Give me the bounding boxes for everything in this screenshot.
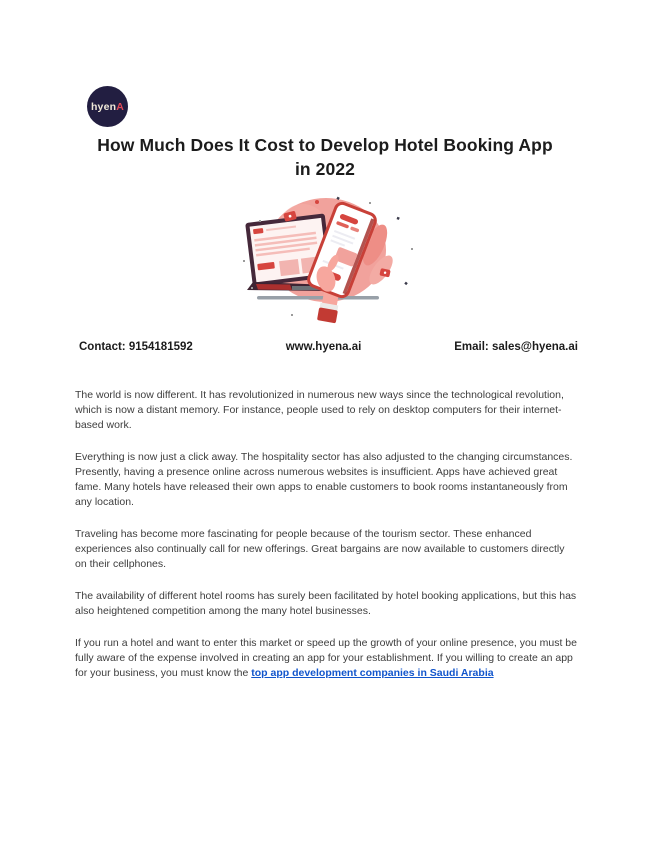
- paragraph-2: Everything is now just a click away. The hospitality sector has also adjusted to the changing circumstances. Presently, having a presence online across numerous websites is insufficient. Apps have achieved great fame. Many hotels have released their own apps to enable customers to book rooms instantaneously from any location.: [75, 451, 573, 508]
- desk-line: [257, 296, 379, 300]
- page-title-line2: in 2022: [294, 159, 356, 179]
- contact-bar: [79, 341, 578, 353]
- contact-email: Email: sales@hyena.ai: [454, 341, 578, 353]
- paragraph-3: Traveling has become more fascinating for people because of the tourism sector. These enhanced experiences also continually call for new offerings. Great bargains are now available to customers directly on their cellphones.: [75, 528, 565, 570]
- page-title: [60, 133, 590, 181]
- closing-text: If you run a hotel and want to enter this market or speed up the growth of your online presence, you must be fully aware of the expense involved in creating an app for your establishment. If you willing to create an app for your business, you must know the: [75, 637, 577, 679]
- contact-website: www.hyena.ai: [285, 341, 362, 353]
- logo-text: hyenA: [90, 100, 125, 113]
- hotel-booking-illustration: [229, 190, 421, 332]
- hyena-logo: [87, 86, 128, 127]
- paragraph-4: The availability of different hotel rooms has surely been facilitated by hotel booking applications, but this has also heightened competition among the many hotel businesses.: [75, 590, 577, 617]
- contact-phone: Contact: 9154181592: [79, 341, 193, 353]
- saudi-arabia-companies-link[interactable]: top app development companies in Saudi Arabia: [251, 667, 494, 679]
- logo-accent-letter: A: [116, 100, 125, 113]
- paragraph-1: The world is now different. It has revolutionized in numerous new ways since the technological revolution, which is now a distant memory. For instance, people used to rely on desktop computers for their internet-based work.: [75, 389, 564, 431]
- article-body: [75, 388, 578, 698]
- paragraph-5: [75, 636, 578, 681]
- illustration-svg: [229, 190, 421, 332]
- page-title-line1: How Much Does It Cost to Develop Hotel Booking App: [97, 135, 553, 155]
